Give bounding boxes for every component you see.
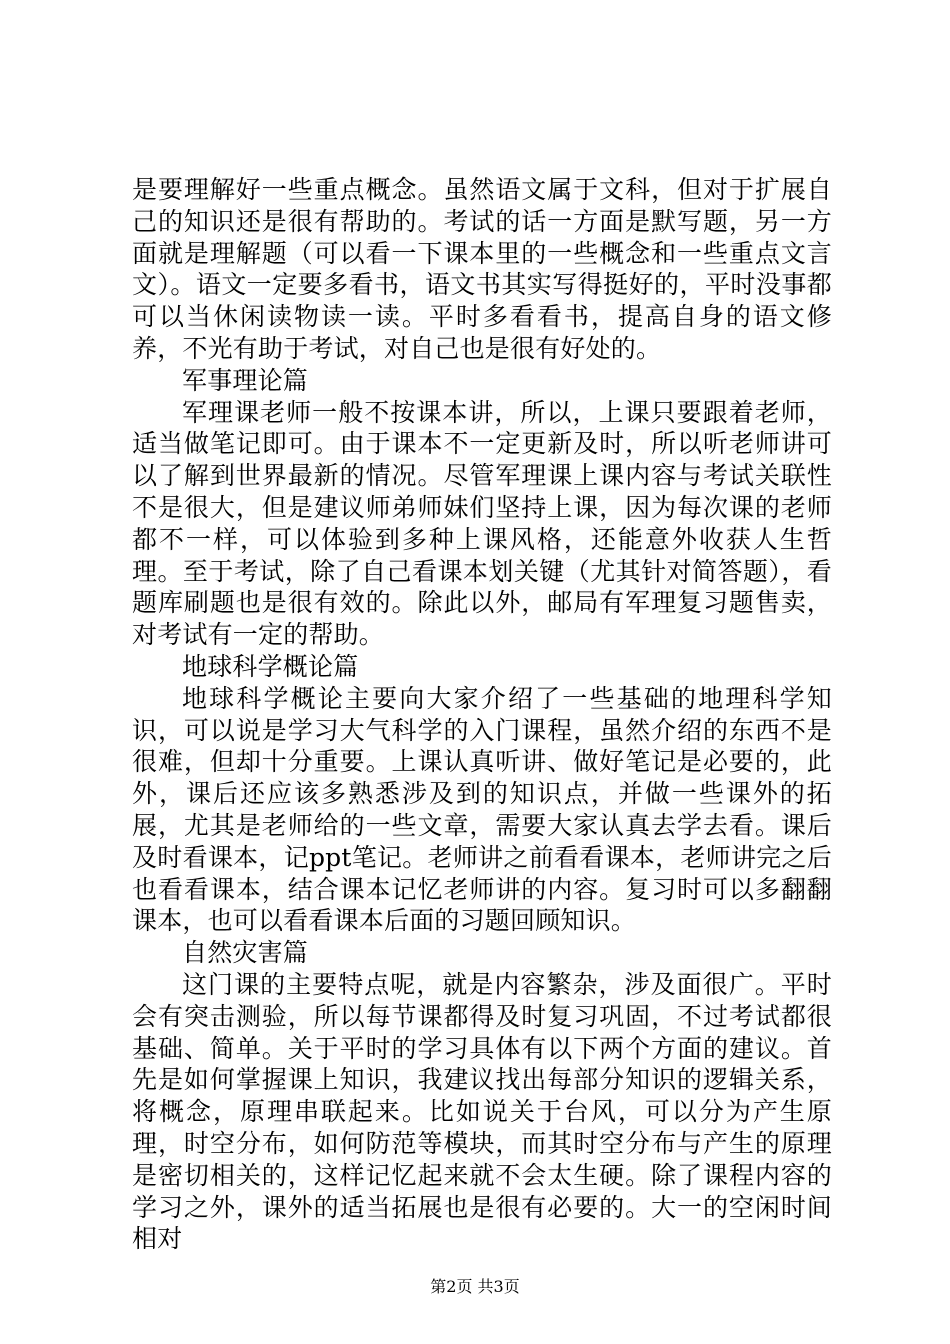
paragraph-chinese-study: 是要理解好一些重点概念。虽然语文属于文科，但对于扩展自己的知识还是很有帮助的。考试的话一方面是默写题，另一方面就是理解题（可以看一下课本里的一些概念和一些重点文言文）。语文一定要多看书，语文书其实写得挺好的，平时没事都可以当休闲读物读一读。平时多看看书，提高自身的语文修养，不光有助于考试，对自己也是很有好处的。 xyxy=(132,175,832,363)
heading-military-theory: 军事理论篇 xyxy=(182,365,309,395)
paragraph-military-theory: 军理课老师一般不按课本讲，所以，上课只要跟着老师，适当做笔记即可。由于课本不一定更新及时，所以听老师讲可以了解到世界最新的情况。尽管军理课上课内容与考试关联性不是很大，但是建议师弟师妹们坚持上课，因为每次课的老师都不一样，可以体验到多种上课风格，还能意外收获人生哲理。至于考试，除了自己看课本划关键（尤其针对简答题），看题库刷题也是很有效的。除此以外，邮局有军理复习题售卖，对考试有一定的帮助。 xyxy=(132,397,832,650)
page-number-footer: 第2页 共3页 xyxy=(430,1277,520,1296)
paragraph-earth-science: 地球科学概论主要向大家介绍了一些基础的地理科学知识，可以说是学习大气科学的入门课程，虽然介绍的东西不是很难，但却十分重要。上课认真听讲、做好笔记是必要的，此外，课后还应该多熟悉涉及到的知识点，并做一些课外的拓展，尤其是老师给的一些文章，需要大家认真去学去看。课后及时看课本，记ppt笔记。老师讲之前看看课本，老师讲完之后也看看课本，结合课本记忆老师讲的内容。复习时可以多翻翻课本，也可以看看课本后面的习题回顾知识。 xyxy=(132,683,832,936)
document-body xyxy=(132,174,832,1255)
heading-natural-disasters: 自然灾害篇 xyxy=(182,938,309,968)
heading-earth-science: 地球科学概论篇 xyxy=(182,651,359,681)
paragraph-natural-disasters: 这门课的主要特点呢，就是内容繁杂，涉及面很广。平时会有突击测验，所以每节课都得及时复习巩固，不过考试都很基础、简单。关于平时的学习具体有以下两个方面的建议。首先是如何掌握课上知识，我建议找出每部分知识的逻辑关系，将概念，原理串联起来。比如说关于台风，可以分为产生原理，时空分布，如何防范等模块，而其时空分布与产生的原理是密切相关的，这样记忆起来就不会太生硬。除了课程内容的学习之外，课外的适当拓展也是很有必要的。大一的空闲时间相对 xyxy=(132,969,832,1254)
